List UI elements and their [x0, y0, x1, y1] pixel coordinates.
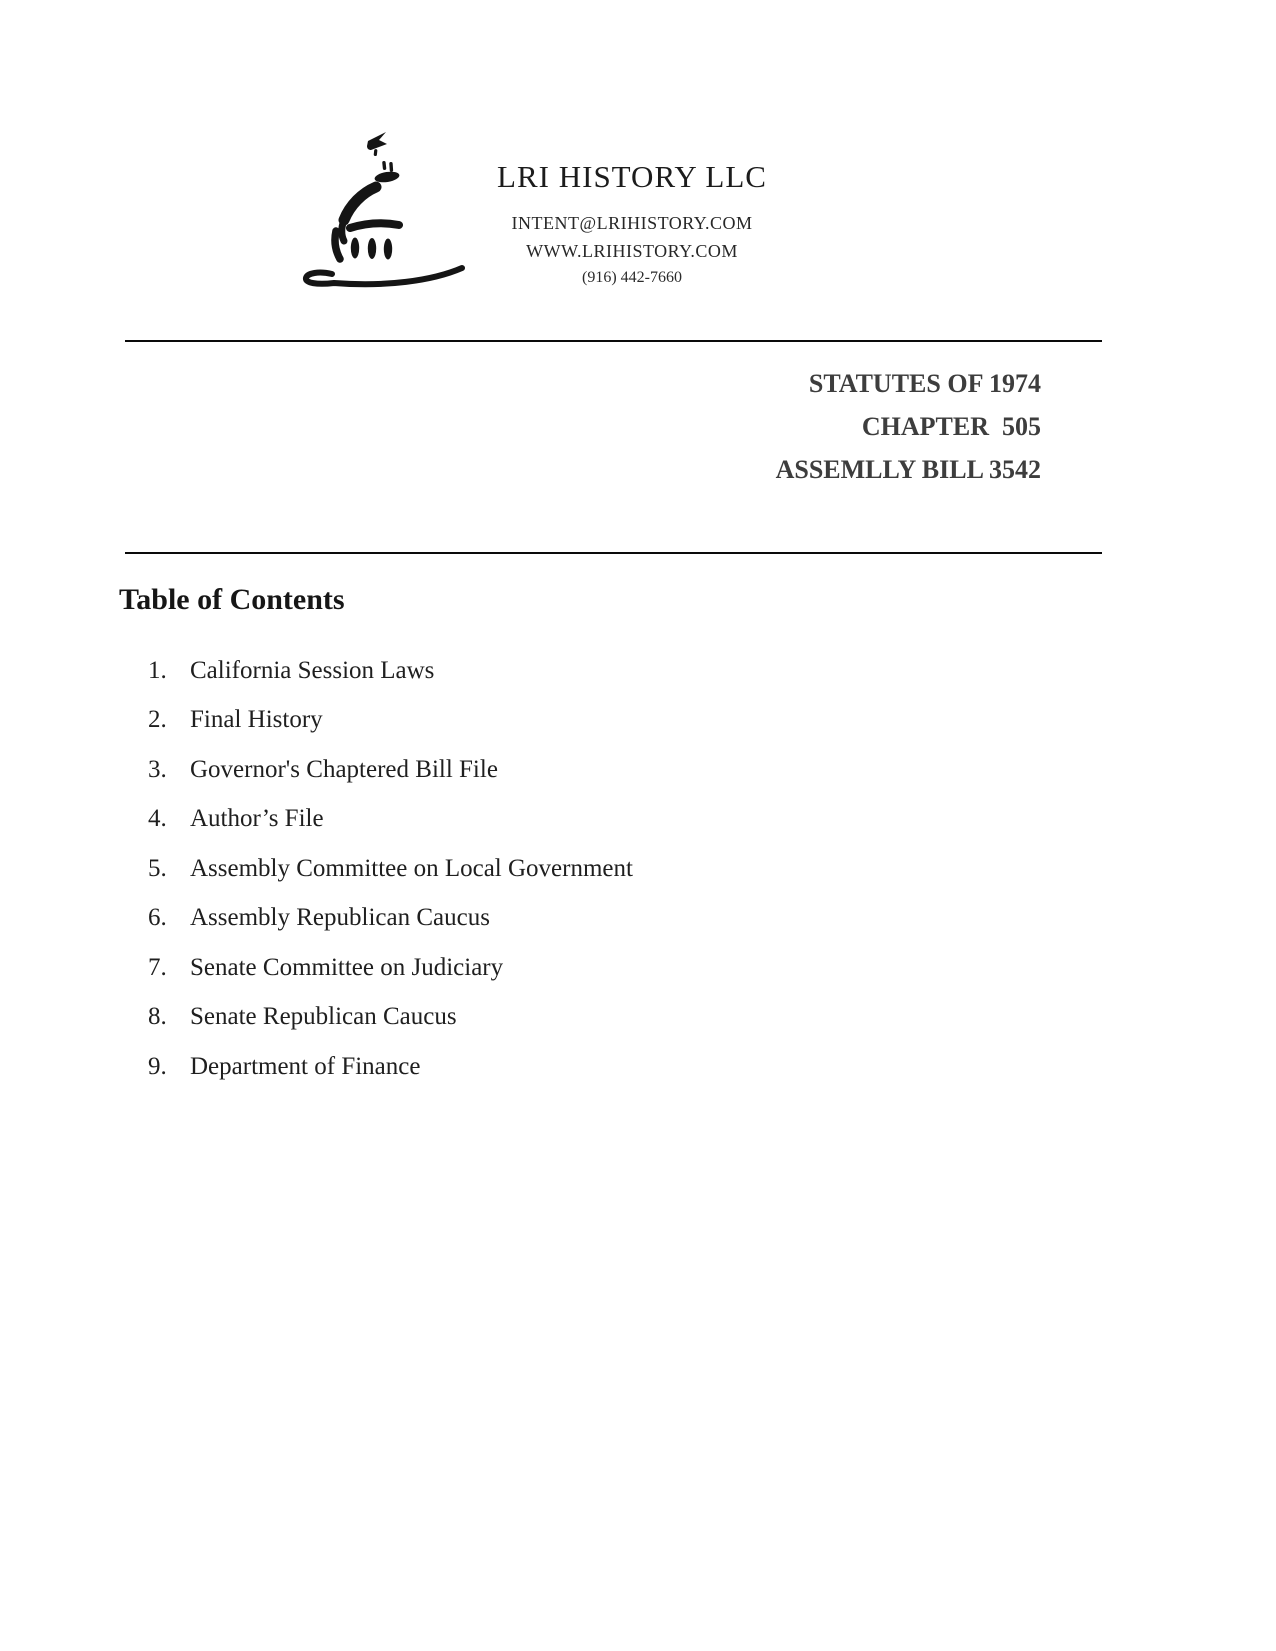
statutes-year-line: STATUTES OF 1974 [808, 369, 1041, 398]
toc-item-label: Final History [190, 706, 323, 734]
toc-item [148, 1042, 1048, 1092]
toc-item-number: 7. [148, 953, 167, 981]
header-brand-block [470, 160, 794, 290]
company-phone: (916) 442-7660 [582, 269, 682, 286]
toc-item-number: 2. [148, 706, 167, 734]
toc-heading: Table of Contents [119, 583, 345, 616]
capitol-dome-sketch-svg [290, 125, 470, 295]
company-email: INTENT@LRIHISTORY.COM [511, 213, 753, 233]
toc-item [148, 993, 1048, 1043]
toc-item-number: 1. [148, 656, 167, 684]
toc-item [148, 745, 1048, 795]
toc-item-label: Assembly Republican Caucus [190, 904, 490, 932]
company-name: LRI HISTORY LLC [497, 159, 767, 194]
toc-item [148, 696, 1048, 746]
chapter-line: CHAPTER 505 [861, 412, 1041, 441]
toc-item [148, 943, 1048, 993]
toc-item-label: Senate Committee on Judiciary [190, 953, 504, 981]
toc-item-label: Assembly Committee on Local Government [190, 854, 633, 882]
toc-item-number: 9. [148, 1052, 167, 1080]
toc-item-number: 3. [148, 755, 167, 783]
statute-reference-block [776, 362, 1041, 491]
toc-item [148, 795, 1048, 845]
toc-item [148, 646, 1048, 696]
toc-item-label: Governor's Chaptered Bill File [190, 755, 498, 783]
toc-item [148, 844, 1048, 894]
toc-item [148, 894, 1048, 944]
toc-item-number: 4. [148, 805, 167, 833]
toc-item-number: 8. [148, 1003, 167, 1031]
divider-top [125, 340, 1102, 342]
toc-item-label: California Session Laws [190, 656, 435, 684]
toc-item-label: Author’s File [190, 805, 324, 833]
toc-item-label: Department of Finance [190, 1052, 421, 1080]
divider-bottom [125, 552, 1102, 554]
toc-item-number: 6. [148, 904, 167, 932]
toc-item-number: 5. [148, 854, 167, 882]
capitol-dome-sketch-icon [290, 125, 470, 295]
assembly-bill-line: ASSEMLLY BILL 3542 [775, 455, 1041, 484]
toc-list [148, 646, 1048, 1092]
toc-item-label: Senate Republican Caucus [190, 1003, 457, 1031]
company-website: WWW.LRIHISTORY.COM [526, 241, 738, 261]
